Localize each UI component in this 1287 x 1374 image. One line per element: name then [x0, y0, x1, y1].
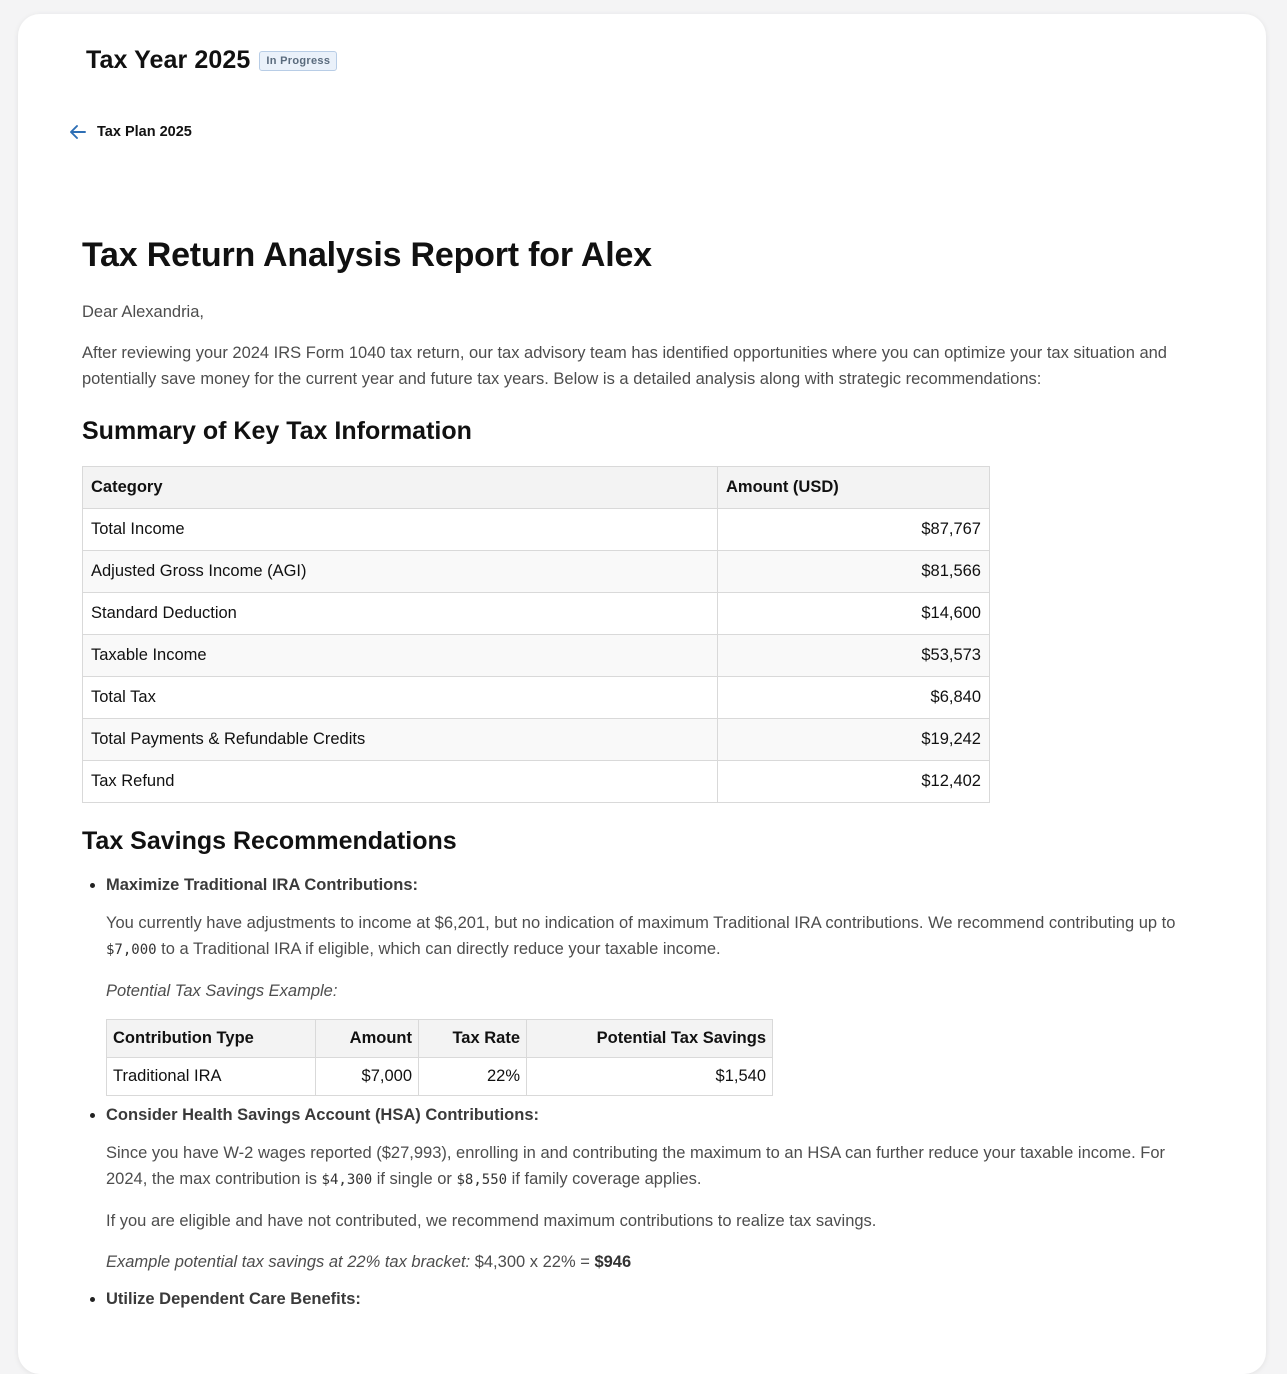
cell-amount: $7,000 [316, 1058, 419, 1096]
row-category: Taxable Income [83, 635, 718, 677]
ira-savings-table [106, 1019, 773, 1096]
text-segment: if family coverage applies. [507, 1170, 702, 1188]
list-item [106, 1290, 1182, 1309]
row-amount: $53,573 [718, 635, 990, 677]
row-amount: $6,840 [718, 677, 990, 719]
recommendation-text [106, 910, 1182, 963]
text-segment: if single or [372, 1170, 457, 1188]
ira-limit-code: $7,000 [106, 942, 157, 958]
column-header-amount: Amount (USD) [718, 467, 990, 509]
hsa-single-limit-code: $4,300 [321, 1172, 373, 1188]
text-segment: to a Traditional IRA if eligible, which can directly reduce your taxable income. [156, 940, 721, 958]
column-header-savings: Potential Tax Savings [527, 1020, 773, 1058]
back-link[interactable] [68, 122, 192, 142]
intro-paragraph: After reviewing your 2024 IRS Form 1040 tax return, our tax advisory team has identified opportunities where you can optimize your tax situation and potentially save money for the current year and future tax years. Below is a detailed analysis along with strategic recommendations: [82, 344, 1167, 388]
example-label: Example potential tax savings at 22% tax bracket: [106, 1253, 471, 1271]
list-item [106, 1106, 1182, 1275]
table-row [107, 1058, 773, 1096]
column-header-rate: Tax Rate [419, 1020, 527, 1058]
example-result: $946 [594, 1253, 632, 1271]
table-row [83, 635, 990, 677]
row-amount: $19,242 [718, 719, 990, 761]
back-link-label: Tax Plan 2025 [97, 124, 192, 140]
table-header-row [107, 1020, 773, 1058]
recommendations-list [82, 876, 1182, 1309]
cell-rate: 22% [419, 1058, 527, 1096]
table-header-row [83, 467, 990, 509]
recommendations-heading: Tax Savings Recommendations [82, 827, 457, 855]
header [86, 46, 337, 75]
row-amount: $87,767 [718, 509, 990, 551]
example-label: Potential Tax Savings Example: [106, 982, 338, 1000]
example-calc: $4,300 x 22% = [470, 1253, 595, 1271]
recommendation-title: • Consider Health Savings Account (HSA) Contributions: [106, 1106, 539, 1124]
row-category: Adjusted Gross Income (AGI) [83, 551, 718, 593]
table-row [83, 593, 990, 635]
greeting: Dear Alexandria, [82, 303, 204, 321]
arrow-left-icon [68, 122, 88, 142]
column-header-type: Contribution Type [107, 1020, 316, 1058]
status-badge: In Progress [259, 51, 337, 71]
row-category: Tax Refund [83, 761, 718, 803]
report-content [82, 236, 1182, 1324]
column-header-amount: Amount [316, 1020, 419, 1058]
table-row [83, 509, 990, 551]
cell-savings: $1,540 [527, 1058, 773, 1096]
row-amount: $14,600 [718, 593, 990, 635]
cell-type: Traditional IRA [107, 1058, 316, 1096]
table-row [83, 677, 990, 719]
list-item [106, 876, 1182, 1096]
row-amount: $81,566 [718, 551, 990, 593]
summary-heading: Summary of Key Tax Information [82, 417, 472, 445]
table-row [83, 551, 990, 593]
recommendation-text [106, 1140, 1182, 1193]
row-amount: $12,402 [718, 761, 990, 803]
table-row [83, 719, 990, 761]
row-category: Total Tax [83, 677, 718, 719]
row-category: Standard Deduction [83, 593, 718, 635]
text-segment: You currently have adjustments to income at $6,201, but no indication of maximum Traditional IRA contributions. We recommend contributing up to [106, 914, 1176, 932]
recommendation-title: • Utilize Dependent Care Benefits: [106, 1290, 361, 1308]
example-line [106, 1249, 1182, 1275]
summary-table [82, 466, 990, 803]
table-row [83, 761, 990, 803]
row-category: Total Payments & Refundable Credits [83, 719, 718, 761]
hsa-family-limit-code: $8,550 [456, 1172, 508, 1188]
text-segment: Since you have W-2 wages reported ($27,993), enrolling in and contributing the maximum to an HSA can further reduce your taxable income. For 2024, the max contribution is [106, 1144, 1166, 1188]
page-title: Tax Year 2025 [86, 46, 251, 74]
column-header-category: Category [83, 467, 718, 509]
report-title: Tax Return Analysis Report for Alex [82, 236, 652, 274]
recommendation-text: If you are eligible and have not contributed, we recommend maximum contributions to realize tax savings. [106, 1212, 877, 1230]
row-category: Total Income [83, 509, 718, 551]
main-card [18, 14, 1266, 1374]
recommendation-title: • Maximize Traditional IRA Contributions: [106, 876, 418, 894]
